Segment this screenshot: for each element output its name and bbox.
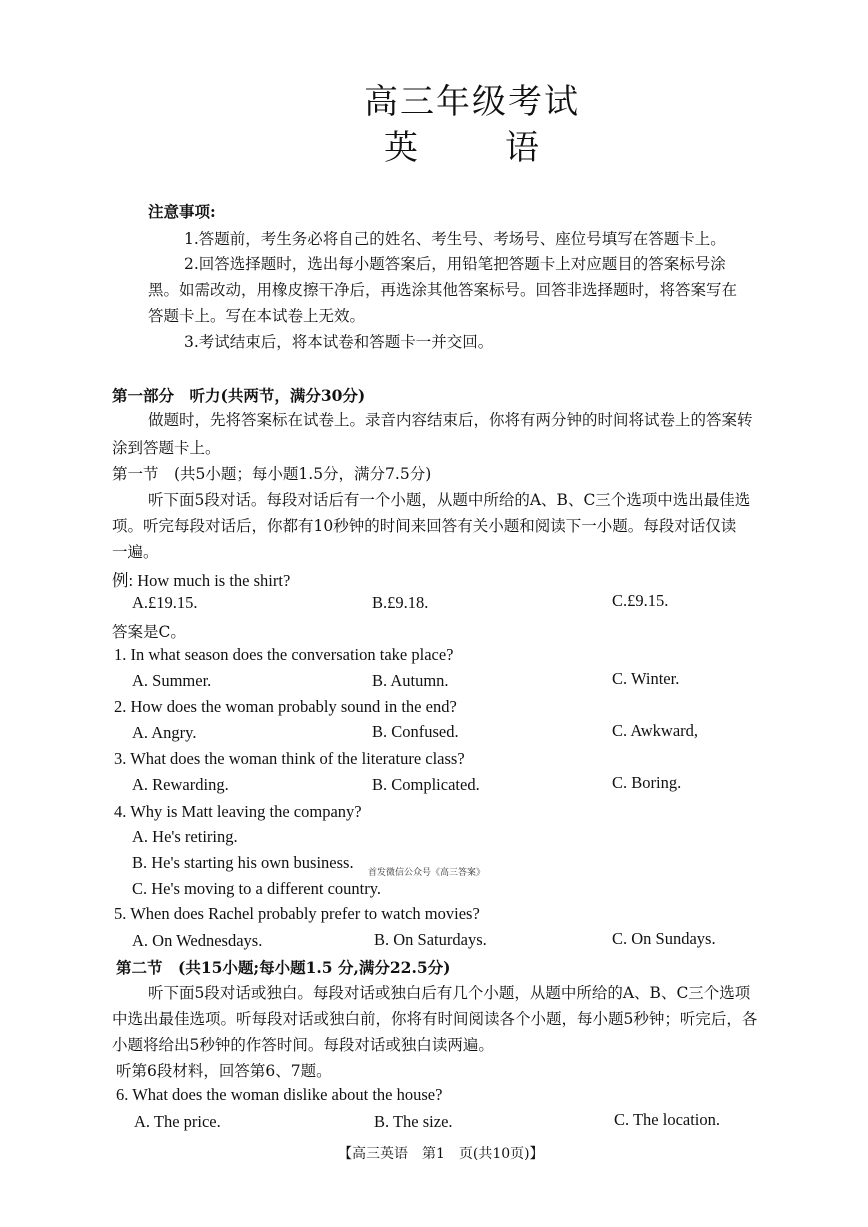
subject-char-left: 英 (384, 128, 418, 168)
question-4-option-b: B. He's starting his own business. (132, 853, 354, 872)
section2-instructions-line-1: 听下面5段对话或独白。每段对话或独白后有几个小题，从题中所给的A、B、C三个选项 (148, 984, 751, 1002)
exam-title: 高三年级考试 (364, 82, 580, 122)
example-option-c: C.£9.15. (612, 591, 669, 610)
example-option-a: A.£19.15. (132, 593, 198, 612)
part1-heading: 第一部分 听力(共两节，满分30分) (112, 386, 366, 405)
question-3-option-b: B. Complicated. (372, 775, 480, 794)
subject-char-right: 语 (505, 128, 539, 168)
question-5-option-a: A. On Wednesdays. (132, 931, 263, 950)
notice-item-2-line-3: 答题卡上。写在本试卷上无效。 (148, 307, 366, 325)
notice-item-2-line-1: 2.回答选择题时，选出每小题答案后，用铅笔把答题卡上对应题目的答案标号涂 (184, 255, 726, 273)
section1-instructions-line-3: 一遍。 (112, 543, 159, 561)
question-1: 1. In what season does the conversation take place? (114, 645, 454, 664)
question-4-option-a: A. He's retiring. (132, 827, 238, 846)
question-3-option-a: A. Rewarding. (132, 775, 229, 794)
page-footer: 【高三英语 第1 页(共10页)】 (338, 1146, 544, 1162)
question-4: 4. Why is Matt leaving the company? (114, 802, 362, 821)
section2-instructions-line-2: 中选出最佳选项。听每段对话或独白前，你将有时间阅读各个小题，每小题5秒钟；听完后，各 (112, 1010, 758, 1028)
question-3-option-c: C. Boring. (612, 773, 682, 792)
question-1-option-c: C. Winter. (612, 669, 680, 688)
question-6: 6. What does the woman dislike about the house? (116, 1085, 443, 1104)
question-6-option-a: A. The price. (134, 1112, 221, 1131)
example-answer: 答案是C。 (112, 623, 186, 641)
question-6-option-c: C. The location. (614, 1110, 721, 1129)
notice-item-3: 3.考试结束后，将本试卷和答题卡一并交回。 (184, 333, 494, 351)
question-5: 5. When does Rachel probably prefer to watch movies? (114, 904, 480, 923)
question-6-option-b: B. The size. (374, 1112, 453, 1131)
section2-material: 听第6段材料，回答第6、7题。 (116, 1062, 332, 1080)
question-2-option-a: A. Angry. (132, 723, 197, 742)
section1-instructions-line-2: 项。听完每段对话后，你都有10秒钟的时间来回答有关小题和阅读下一小题。每段对话仅读 (112, 517, 737, 535)
example-option-b: B.£9.18. (372, 593, 429, 612)
question-2: 2. How does the woman probably sound in the end? (114, 697, 457, 716)
question-1-option-a: A. Summer. (132, 671, 212, 690)
notice-heading: 注意事项: (148, 202, 216, 221)
section2-instructions-line-3: 小题将给出5秒钟的作答时间。每段对话或独白读两遍。 (112, 1036, 494, 1054)
section1-instructions-line-1: 听下面5段对话。每段对话后有一个小题，从题中所给的A、B、C三个选项中选出最佳选 (148, 491, 751, 509)
notice-item-2-line-2: 黑。如需改动，用橡皮擦干净后，再选涂其他答案标号。回答非选择题时，将答案写在 (148, 281, 738, 299)
watermark: 首发微信公众号《高三答案》 (368, 868, 486, 878)
question-2-option-c: C. Awkward, (612, 721, 699, 740)
question-2-option-b: B. Confused. (372, 722, 459, 741)
notice-item-1: 1.答题前，考生务必将自己的姓名、考生号、考场号、座位号填写在答题卡上。 (184, 230, 726, 248)
question-5-option-c: C. On Sundays. (612, 929, 716, 948)
part1-intro-line-2: 涂到答题卡上。 (112, 439, 221, 457)
question-5-option-b: B. On Saturdays. (374, 930, 487, 949)
question-4-option-c: C. He's moving to a different country. (132, 879, 382, 898)
section1-heading: 第一节 (共5小题；每小题1.5分，满分7.5分) (112, 465, 432, 483)
example-question: 例: How much is the shirt? (112, 571, 291, 590)
question-1-option-b: B. Autumn. (372, 671, 449, 690)
part1-intro-line-1: 做题时，先将答案标在试卷上。录音内容结束后，你将有两分钟的时间将试卷上的答案转 (148, 411, 753, 429)
question-3: 3. What does the woman think of the literature class? (114, 749, 465, 768)
section2-heading: 第二节 (共15小题;每小题1.5 分,满分22.5分) (116, 958, 451, 977)
